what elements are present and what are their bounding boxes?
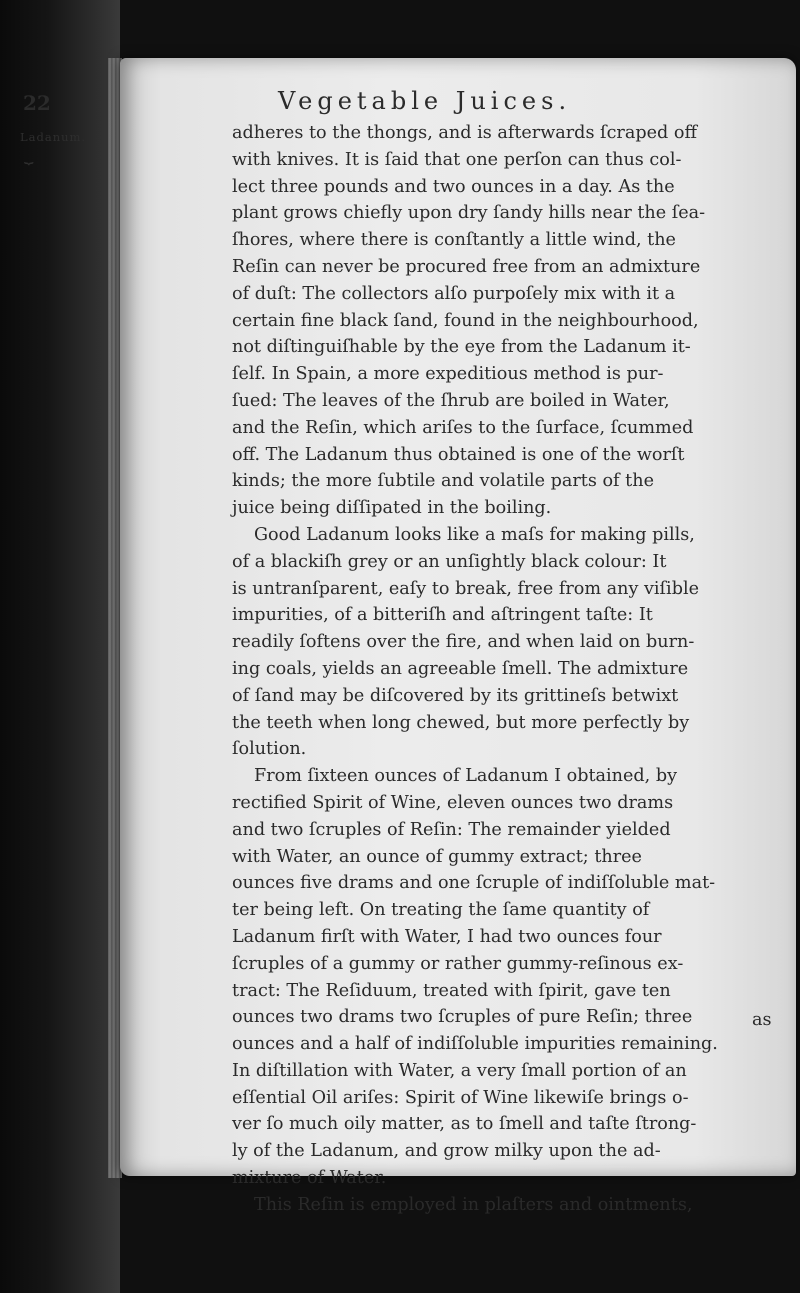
text-line: off. The Ladanum thus obtained is one of the worſt [232, 444, 685, 465]
text-line: plant grows chiefly upon dry ſandy hills near the ſea- [232, 203, 706, 224]
text-line: of ſand may be diſcovered by its grittineſs betwixt [232, 685, 679, 706]
text-line: ſcruples of a gummy or rather gummy-reſinous ex- [232, 953, 684, 974]
text-line: of a blackiſh grey or an unſightly black colour: It [232, 551, 667, 572]
book-spine [0, 0, 120, 1293]
page-header [23, 85, 663, 121]
text-line: of duſt: The collectors alſo purpoſely mix with it a [232, 283, 676, 304]
text-line: not diſtinguiſhable by the eye from the Ladanum it- [232, 337, 691, 358]
text-line: rectified Spirit of Wine, eleven ounces two drams [232, 792, 674, 813]
text-line: adheres to the thongs, and is afterwards ſcraped off [232, 123, 697, 143]
text-line: From ſixteen ounces of Ladanum I obtained, by [254, 766, 678, 787]
text-line: This Reſin is employed in plaſters and ointments, [254, 1194, 693, 1215]
text-line: eſſential Oil ariſes: Spirit of Wine likewiſe brings o- [232, 1087, 689, 1108]
margin-note: Ladanum. [20, 130, 87, 144]
text-line: and two ſcruples of Reſin: The remainder yielded [232, 819, 671, 840]
text-line: ter being left. On treating the ſame quantity of [232, 900, 650, 921]
text-line: mixture of Water. [232, 1168, 387, 1189]
text-line: ſolution. [232, 739, 307, 760]
text-line: with Water, an ounce of gummy extract; three [232, 846, 642, 867]
catchword: as [752, 1010, 772, 1030]
text-line: tract: The Reſiduum, treated with ſpirit, gave ten [232, 980, 671, 1001]
text-line: ſelf. In Spain, a more expeditious method is pur- [232, 364, 664, 385]
text-line: Ladanum firſt with Water, I had two ounces four [232, 926, 662, 947]
text-line: kinds; the more ſubtile and volatile parts of the [232, 471, 654, 492]
text-line: ſued: The leaves of the ſhrub are boiled in Water, [232, 390, 670, 411]
text-line: ounces five drams and one ſcruple of indiſſoluble mat- [232, 873, 716, 894]
margin-brace-ornament: ⏟ [24, 145, 33, 164]
text-line: the teeth when long chewed, but more perfectly by [232, 712, 690, 733]
text-line: ing coals, yields an agreeable ſmell. The admixture [232, 658, 689, 679]
text-line: lect three pounds and two ounces in a day. As the [232, 176, 675, 197]
text-line: certain fine black ſand, found in the neighbourhood, [232, 310, 699, 331]
running-head: Vegetable Juices. [278, 87, 572, 115]
text-line: ounces and a half of indiſſoluble impurities remaining. [232, 1034, 718, 1055]
text-line: ounces two drams two ſcruples of pure Reſin; three [232, 1007, 693, 1028]
text-line: is untranſparent, eaſy to break, free from any viſible [232, 578, 699, 599]
text-line: juice being diſſipated in the boiling. [232, 498, 552, 519]
text-line: readily ſoftens over the fire, and when laid on burn- [232, 632, 695, 653]
text-line: ſhores, where there is conſtantly a little wind, the [232, 230, 676, 251]
text-line: Good Ladanum looks like a maſs for making pills, [254, 524, 695, 545]
page-number: 22 [23, 91, 51, 115]
body-text [232, 120, 777, 1219]
text-line: ver ſo much oily matter, as to ſmell and taſte ſtrong- [232, 1114, 697, 1135]
text-line: and the Reſin, which ariſes to the ſurface, ſcummed [232, 417, 694, 438]
text-line: impurities, of a bitteriſh and aſtringent taſte: It [232, 605, 653, 626]
text-line: with knives. It is ſaid that one perſon can thus col- [232, 149, 682, 170]
text-line: Reſin can never be procured free from an admixture [232, 256, 701, 277]
text-line: ly of the Ladanum, and grow milky upon the ad- [232, 1141, 661, 1162]
text-line: In diſtillation with Water, a very ſmall portion of an [232, 1060, 687, 1081]
